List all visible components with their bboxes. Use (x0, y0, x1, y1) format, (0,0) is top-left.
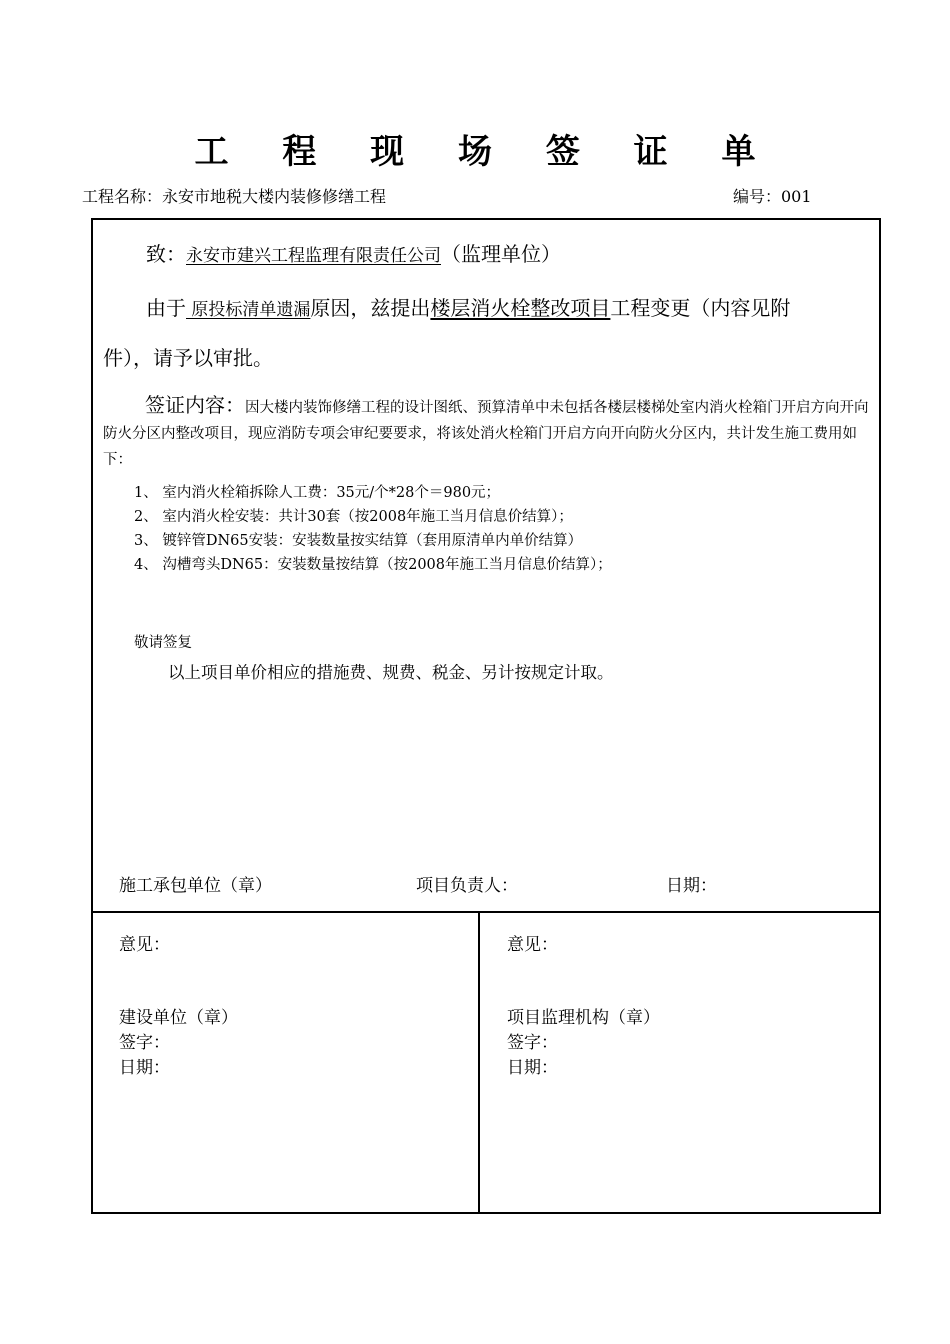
owner-opinion: 意见： (119, 935, 170, 955)
request-text: 敬请签复 (134, 635, 192, 651)
list-item: 2、 室内消火栓安装：共计30套（按2008年施工当月信息价结算）； (134, 509, 573, 525)
divider-horizontal (91, 911, 881, 913)
owner-signature: 签字： (119, 1033, 170, 1053)
reason-line-2: 件），请予以审批。 (103, 346, 273, 370)
project-manager: 项目负责人： (416, 876, 518, 896)
reason-suffix: 工程变更（内容见附 (610, 296, 791, 320)
contractor-date: 日期： (666, 876, 717, 896)
to-suffix: （监理单位） (441, 242, 561, 266)
list-item: 3、 镀锌管DN65安装：安装数量按实结算（套用原清单内单价结算） (134, 533, 583, 549)
content-paragraph (103, 392, 873, 473)
reason-middle: 原因，兹提出 (310, 296, 431, 320)
content-label: 签证内容： (145, 393, 245, 417)
divider-vertical (478, 911, 480, 1214)
list-item: 1、 室内消火栓箱拆除人工费：35元/个*28个＝980元； (134, 485, 501, 501)
reason-line (146, 292, 790, 321)
reason-prefix: 由于 (146, 296, 186, 320)
supervisor-unit: 永安市建兴工程监理有限责任公司 (186, 246, 441, 266)
fee-note: 以上项目单价相应的措施费、规费、税金、另计按规定计取。 (168, 663, 614, 682)
content-text: 因大楼内装饰修缮工程的设计图纸、预算清单中未包括各楼层楼梯处室内消火栓箱门开启方向开向防火分区内整改项目，现应消防专项会审纪要要求，将该处消火栓箱门开启方向开向防火分区内，共计发生施工费用如下： (103, 400, 869, 468)
document-title: 工 程 现 场 签 证 单 (194, 132, 777, 172)
document-number: 编号：001 (733, 187, 812, 206)
supervisor-unit: 项目监理机构（章） (507, 1008, 660, 1028)
to-prefix: 致： (146, 242, 186, 266)
supervisor-signature: 签字： (507, 1033, 558, 1053)
contractor-unit: 施工承包单位（章） (119, 876, 272, 896)
to-line (146, 238, 561, 267)
supervisor-opinion: 意见： (507, 935, 558, 955)
reason-text: 原投标清单遗漏 (186, 300, 311, 320)
change-item: 楼层消火栓整改项目 (430, 296, 611, 320)
owner-unit: 建设单位（章） (119, 1008, 238, 1028)
supervisor-date: 日期： (507, 1058, 558, 1078)
project-name: 工程名称：永安市地税大楼内装修修缮工程 (82, 187, 387, 206)
list-item: 4、 沟槽弯头DN65：安装数量按结算（按2008年施工当月信息价结算）； (134, 557, 612, 573)
owner-date: 日期： (119, 1058, 170, 1078)
